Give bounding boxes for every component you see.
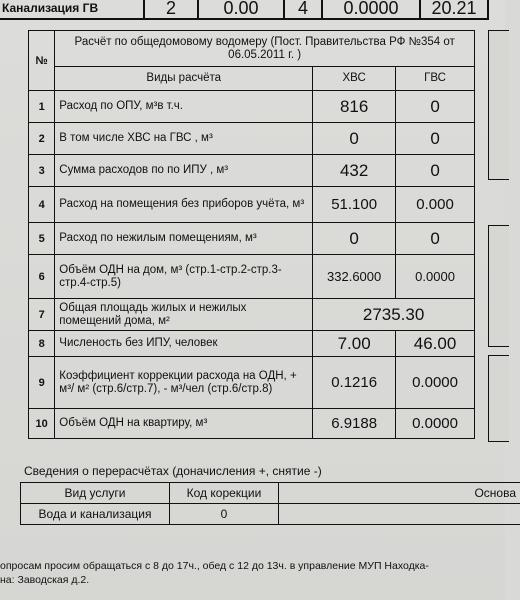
row-gvs-value: 0.000 [396,187,475,223]
recalc-service-value: Вода и канализация [21,504,170,525]
row-number: 6 [29,255,55,299]
odn-calculation-table [28,30,475,439]
row-description: Общая площадь жилых и нежилых помещений дома, м² [55,299,313,331]
top-row-cell: 20.21 [419,0,489,20]
row-merged-value: 2735.30 [313,299,475,331]
row-number: 10 [29,409,55,439]
recalc-header-row [21,483,520,504]
row-hvs-value: 0 [313,223,396,255]
header-gvs: ГВС [396,67,475,91]
table-row [29,91,475,123]
row-hvs-value: 332.6000 [313,255,396,299]
recalc-basis-value [279,504,520,525]
table-row [29,357,475,409]
top-row-cell: 0.00 [197,0,285,20]
row-description: Сумма расходов по по ИПУ , м³ [55,155,313,187]
row-number: 9 [29,357,55,409]
row-gvs-value: 46.00 [396,331,475,357]
row-hvs-value: 0.1216 [313,357,396,409]
row-gvs-value: 0 [396,123,475,155]
header-calc-kind: Виды расчёта [55,67,313,91]
top-row-label: Канализация ГВ [0,0,145,20]
table-row [29,155,475,187]
table-row [29,299,475,331]
row-description: Численость без ИПУ, человек [55,331,313,357]
table-header-row [29,31,475,67]
row-hvs-value: 432 [313,155,396,187]
table-row [29,123,475,155]
top-row-cell: 2 [143,0,199,20]
row-gvs-value: 0 [396,91,475,123]
row-hvs-value: 7.00 [313,331,396,357]
row-description: Расход по ОПУ, м³в т.ч. [55,91,313,123]
adjacent-table-fragment [488,30,509,180]
row-gvs-value: 0 [396,223,475,255]
table-row [29,187,475,223]
recalc-header-basis: Основа [279,483,520,504]
row-number: 7 [29,299,55,331]
recalc-row [21,504,520,525]
row-gvs-value: 0.0000 [396,255,475,299]
header-hvs: ХВС [313,67,396,91]
row-hvs-value: 0 [313,123,396,155]
row-description: Расход по нежилым помещениям, м³ [55,223,313,255]
row-gvs-value: 0.0000 [396,357,475,409]
row-description: Коэффициент коррекции расхода на ОДН, + м³/ м² (стр.6/стр.7), - м³/чел (стр.6/стр.8) [55,357,313,409]
top-row-cell: 4 [283,0,323,20]
row-description: В том числе ХВС на ГВС , м³ [55,123,313,155]
recalc-header-service: Вид услуги [21,483,170,504]
footer-contact-line: опросам просим обращаться с 8 до 17ч., обед с 12 до 13ч. в управление МУП Находка- [0,560,429,572]
row-gvs-value: 0.0000 [396,409,475,439]
header-number: № [29,31,55,91]
table-row [29,223,475,255]
table-title: Расчёт по общедомовому водомеру (Пост. Правительства РФ №354 от 06.05.2011 г. ) [55,31,475,67]
row-gvs-value: 0 [396,155,475,187]
table-row [29,409,475,439]
adjacent-table-fragment [488,355,509,442]
adjacent-table-fragment [488,225,509,347]
row-description: Объём ОДН на квартиру, м³ [55,409,313,439]
footer-address-line: на: Заводская д.2. [0,574,90,586]
row-number: 4 [29,187,55,223]
top-row-cell: 0.0000 [321,0,421,20]
row-number: 1 [29,91,55,123]
recalc-code-value: 0 [170,504,279,525]
recalc-table [20,482,520,525]
row-hvs-value: 6.9188 [313,409,396,439]
row-number: 8 [29,331,55,357]
recalc-note: Сведения о перерасчётах (доначисления +, снятие -) [24,464,322,478]
table-row [29,255,475,299]
row-description: Расход на помещения без приборов учёта, м³ [55,187,313,223]
top-row [0,0,505,22]
table-subheader-row [29,67,475,91]
row-number: 2 [29,123,55,155]
row-hvs-value: 816 [313,91,396,123]
table-row [29,331,475,357]
row-hvs-value: 51.100 [313,187,396,223]
row-number: 3 [29,155,55,187]
row-description: Объём ОДН на дом, м³ (стр.1-стр.2-стр.3-стр.4-стр.5) [55,255,313,299]
recalc-header-code: Код корекции [170,483,279,504]
row-number: 5 [29,223,55,255]
